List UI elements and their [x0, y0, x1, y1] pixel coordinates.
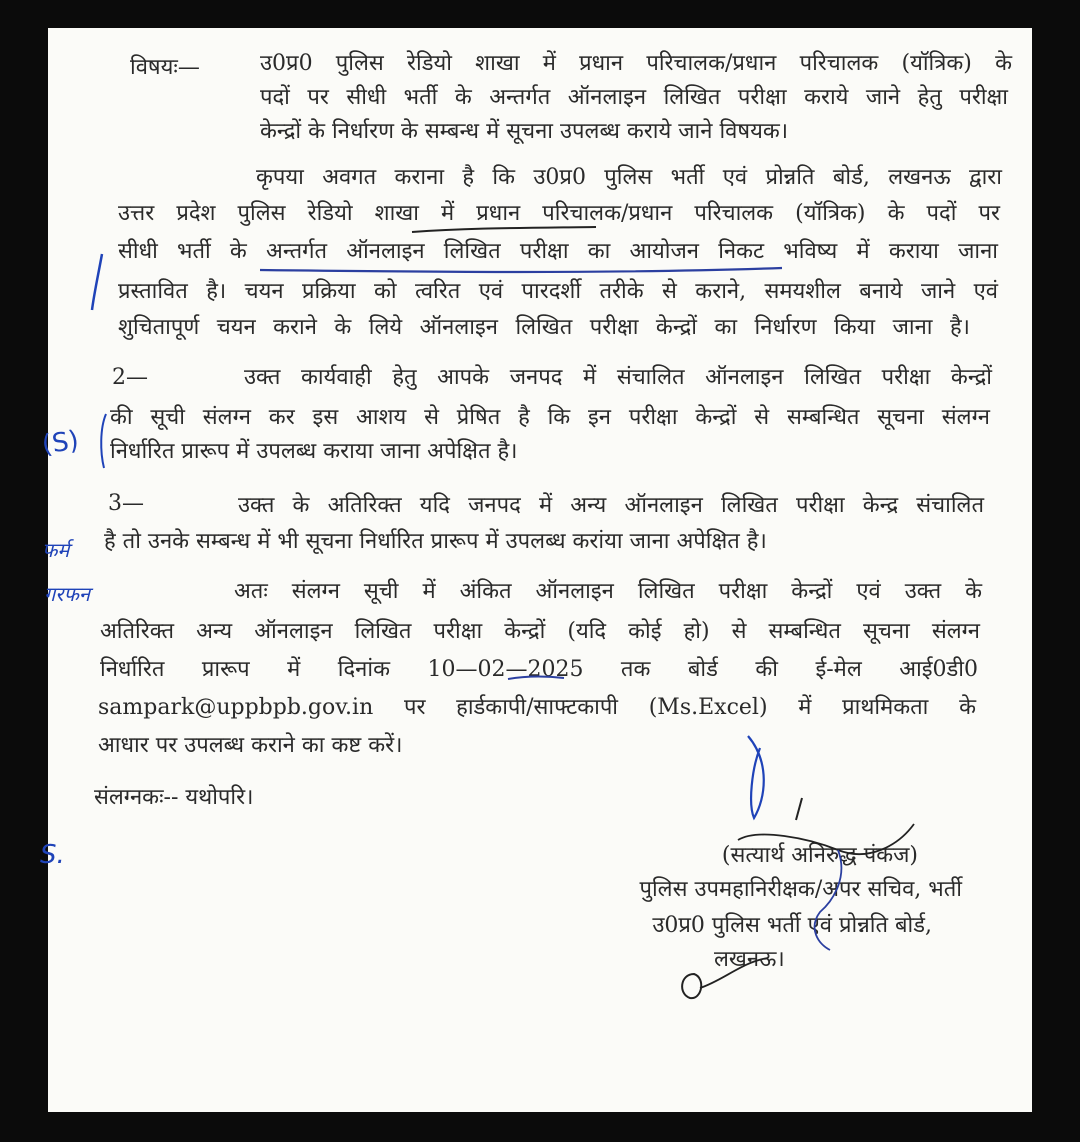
underline-1	[412, 227, 596, 232]
signature-stroke-1	[748, 736, 764, 818]
para2-line-1: उक्त कार्यवाही हेतु आपके जनपद में संचालित ऑनलाइन लिखित परीक्षा केन्द्रों	[244, 365, 992, 390]
letter-page	[40, 28, 1032, 1112]
margin-note-s-circle: (S)	[40, 425, 81, 461]
para2-line-3: निर्धारित प्रारूप में उपलब्ध कराया जाना अपेक्षित है।	[110, 439, 518, 464]
signatory-designation: पुलिस उपमहानिरीक्षक/अपर सचिव, भर्ती	[639, 877, 962, 902]
para4-line-2: अतिरिक्त अन्य ऑनलाइन लिखित परीक्षा केन्द्रों (यदि कोई हो) से सम्बन्धित सूचना संलग्न	[100, 619, 980, 644]
para1-line-2: उत्तर प्रदेश पुलिस रेडियो शाखा में प्रधान परिचालक/प्रधान परिचालक (यॉत्रिक) के पदों पर	[118, 201, 1000, 226]
para3-line-1: उक्त के अतिरिक्त यदि जनपद में अन्य ऑनलाइन लिखित परीक्षा केन्द्र संचालित	[238, 493, 984, 518]
para4-line-5: आधार पर उपलब्ध कराने का कष्ट करें।	[98, 733, 403, 758]
signature-zero	[682, 974, 701, 998]
enclosure-line: संलग्नकः-- यथोपरि।	[94, 785, 254, 810]
para1-line-1: कृपया अवगत कराना है कि उ0प्र0 पुलिस भर्ती एवं प्रोन्नति बोर्ड, लखनऊ द्वारा	[256, 165, 1002, 190]
subject-line-2: पदों पर सीधी भर्ती के अन्तर्गत ऑनलाइन लिखित परीक्षा कराये जाने हेतु परीक्षा	[260, 85, 1008, 110]
margin-note-3: S.	[40, 840, 65, 870]
para2-line-2: की सूची संलग्न कर इस आशय से प्रेषित है कि इन परीक्षा केन्द्रों से सम्बन्धित सूचना संलग्न	[110, 405, 990, 430]
margin-tick	[92, 254, 102, 310]
signature-stroke-4	[815, 850, 842, 950]
margin-note-2: गरफन	[44, 582, 90, 606]
para1-line-4: प्रस्तावित है। चयन प्रक्रिया को त्वरित एवं पारदर्शी तरीके से कराने, समयशील बनाये जाने एवं	[118, 279, 998, 304]
para3-line-2: है तो उनके सम्बन्ध में भी सूचना निर्धारित प्रारूप में उपलब्ध करांया जाना अपेक्षित है।	[104, 529, 767, 554]
underline-2	[260, 268, 782, 272]
para4-line-1: अतः संलग्न सूची में अंकित ऑनलाइन लिखित परीक्षा केन्द्रों एवं उक्त के	[234, 579, 982, 604]
signatory-city: लखनऊ।	[714, 947, 785, 972]
para1-line-3: सीधी भर्ती के अन्तर्गत ऑनलाइन लिखित परीक्षा का आयोजन निकट भविष्य में कराया जाना	[118, 239, 998, 264]
para2-number: 2—	[112, 365, 148, 390]
para4-line-4: sampark@uppbpb.gov.in पर हार्डकापी/साफ्टकापी (Ms.Excel) में प्राथमिकता के	[98, 695, 976, 720]
signatory-name: (सत्यार्थ अनिरुद्ध पंकज)	[721, 843, 918, 868]
subject-line-3: केन्द्रों के निर्धारण के सम्बन्ध में सूचना उपलब्ध कराये जाने विषयक।	[260, 119, 789, 144]
subject-label: विषयः—	[130, 55, 200, 80]
pen-marks	[48, 28, 1032, 1112]
para1-line-5: शुचितापूर्ण चयन कराने के लिये ऑनलाइन लिखित परीक्षा केन्द्रों का निर्धारण किया जाना है।	[118, 315, 970, 340]
signature-flourish	[700, 958, 768, 988]
para4-line-3: निर्धारित प्रारूप में दिनांक 10—02—2025 तक बोर्ड की ई-मेल आई0डी0	[100, 657, 978, 682]
margin-note-1: फर्म	[42, 538, 70, 562]
margin-bracket	[101, 414, 106, 468]
date-underline	[508, 677, 564, 679]
signature-stroke-3	[738, 824, 914, 854]
signature-stroke-2	[796, 798, 802, 820]
signatory-office: उ0प्र0 पुलिस भर्ती एवं प्रोन्नति बोर्ड,	[652, 913, 932, 938]
subject-line-1: उ0प्र0 पुलिस रेडियो शाखा में प्रधान परिचालक/प्रधान परिचालक (यॉत्रिक) के	[260, 51, 1012, 76]
para3-number: 3—	[108, 491, 144, 516]
